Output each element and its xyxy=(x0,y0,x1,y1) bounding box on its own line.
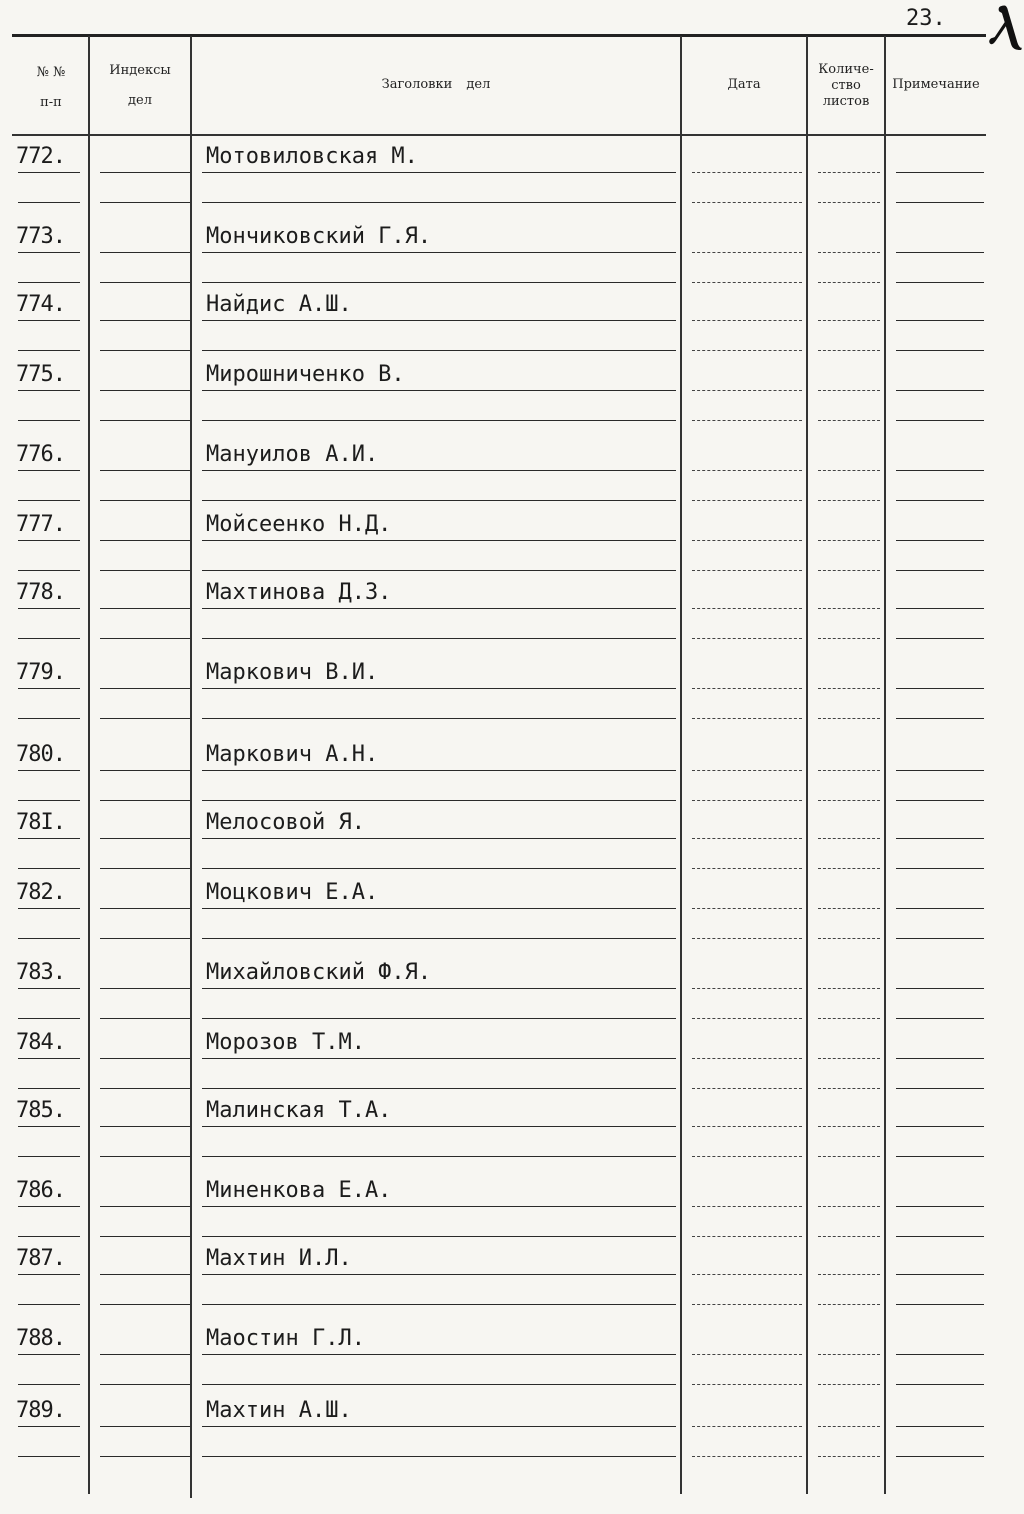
ruled-line xyxy=(202,320,676,321)
ruled-line xyxy=(896,988,984,989)
header-title: Заголовки дел xyxy=(381,77,491,92)
ruled-line xyxy=(18,1384,80,1385)
ruled-line xyxy=(18,718,80,719)
ruled-line xyxy=(18,688,80,689)
ruled-line xyxy=(818,470,880,471)
row-title: Малинская Т.А. xyxy=(206,1098,392,1123)
ruled-line xyxy=(692,770,802,771)
row-title: Михайловский Ф.Я. xyxy=(206,960,432,985)
ruled-line xyxy=(896,540,984,541)
ruled-line xyxy=(692,282,802,283)
ruled-line xyxy=(18,390,80,391)
ruled-line xyxy=(896,868,984,869)
ruled-line xyxy=(100,1236,190,1237)
ruled-line xyxy=(896,1126,984,1127)
ruled-line xyxy=(100,282,190,283)
ruled-line xyxy=(100,1058,190,1059)
ruled-line xyxy=(692,570,802,571)
row-title: Мелосовой Я. xyxy=(206,810,365,835)
ruled-line xyxy=(692,938,802,939)
ruled-line xyxy=(18,1456,80,1457)
ruled-line xyxy=(692,172,802,173)
ruled-line xyxy=(18,282,80,283)
ruled-line xyxy=(692,540,802,541)
row-number: 786. xyxy=(16,1178,65,1203)
ruled-line xyxy=(100,1354,190,1355)
ruled-line xyxy=(692,1236,802,1237)
ruled-line xyxy=(818,908,880,909)
ruled-line xyxy=(100,320,190,321)
row-number: 780. xyxy=(16,742,65,767)
ruled-line xyxy=(100,1088,190,1089)
ruled-line xyxy=(202,540,676,541)
ruled-line xyxy=(818,608,880,609)
ruled-line xyxy=(692,1088,802,1089)
ruled-line xyxy=(692,638,802,639)
table-row xyxy=(12,224,986,284)
ruled-line xyxy=(818,320,880,321)
ruled-line xyxy=(18,800,80,801)
ruled-line xyxy=(202,1058,676,1059)
table-row xyxy=(12,144,986,204)
handwritten-mark: Ⲗ xyxy=(988,0,1015,54)
ruled-line xyxy=(100,608,190,609)
ruled-line xyxy=(100,350,190,351)
ruled-line xyxy=(896,908,984,909)
header-bottom-rule xyxy=(12,134,986,136)
table-row xyxy=(12,580,986,640)
table-row xyxy=(12,1246,986,1306)
table-row xyxy=(12,442,986,502)
ruled-line xyxy=(692,1018,802,1019)
ruled-line xyxy=(818,252,880,253)
ruled-line xyxy=(818,800,880,801)
ruled-line xyxy=(896,1088,984,1089)
ruled-line xyxy=(100,172,190,173)
ruled-line xyxy=(202,1384,676,1385)
header-number: № № п-п xyxy=(36,65,66,110)
ruled-line xyxy=(100,838,190,839)
ruled-line xyxy=(18,1058,80,1059)
table-row xyxy=(12,1098,986,1158)
ruled-line xyxy=(818,350,880,351)
ruled-line xyxy=(692,988,802,989)
ruled-line xyxy=(202,638,676,639)
ruled-line xyxy=(100,988,190,989)
ruled-line xyxy=(692,350,802,351)
ruled-line xyxy=(896,1274,984,1275)
ruled-line xyxy=(692,908,802,909)
ruled-line xyxy=(18,252,80,253)
ruled-line xyxy=(692,718,802,719)
ruled-line xyxy=(100,908,190,909)
header-note: Примечание xyxy=(892,77,980,92)
ruled-line xyxy=(692,470,802,471)
ruled-line xyxy=(202,1126,676,1127)
ruled-line xyxy=(202,1206,676,1207)
row-title: Мончиковский Г.Я. xyxy=(206,224,432,249)
ruled-line xyxy=(18,1206,80,1207)
table-row xyxy=(12,292,986,352)
ruled-line xyxy=(202,1236,676,1237)
ruled-line xyxy=(692,1304,802,1305)
ruled-line xyxy=(896,1018,984,1019)
ruled-line xyxy=(202,800,676,801)
ruled-line xyxy=(818,868,880,869)
row-number: 772. xyxy=(16,144,65,169)
ruled-line xyxy=(18,1304,80,1305)
ruled-line xyxy=(100,1426,190,1427)
ruled-line xyxy=(896,420,984,421)
ruled-line xyxy=(692,1058,802,1059)
row-number: 775. xyxy=(16,362,65,387)
ruled-line xyxy=(202,718,676,719)
ruled-line xyxy=(896,638,984,639)
row-title: Махтинова Д.З. xyxy=(206,580,392,605)
ruled-line xyxy=(692,420,802,421)
table-row xyxy=(12,1398,986,1458)
ruled-line xyxy=(818,570,880,571)
ruled-line xyxy=(202,1018,676,1019)
row-title: Найдис А.Ш. xyxy=(206,292,352,317)
ruled-line xyxy=(100,1456,190,1457)
table-row xyxy=(12,810,986,870)
ruled-line xyxy=(818,838,880,839)
ruled-line xyxy=(896,500,984,501)
ruled-line xyxy=(818,1088,880,1089)
ruled-line xyxy=(818,1126,880,1127)
ruled-line xyxy=(896,838,984,839)
ruled-line xyxy=(896,688,984,689)
ruled-line xyxy=(18,1426,80,1427)
ruled-line xyxy=(896,800,984,801)
ruled-line xyxy=(100,770,190,771)
ruled-line xyxy=(896,718,984,719)
table-row xyxy=(12,1178,986,1238)
ruled-line xyxy=(18,1354,80,1355)
header-sheets: Количе- ство листов xyxy=(818,62,874,109)
ruled-line xyxy=(100,1384,190,1385)
ruled-line xyxy=(692,868,802,869)
row-number: 784. xyxy=(16,1030,65,1055)
ruled-line xyxy=(18,500,80,501)
ruled-line xyxy=(100,1018,190,1019)
ruled-line xyxy=(18,988,80,989)
ruled-line xyxy=(896,470,984,471)
ruled-line xyxy=(18,638,80,639)
inventory-table xyxy=(12,34,986,1504)
ruled-line xyxy=(896,1206,984,1207)
row-number: 787. xyxy=(16,1246,65,1271)
row-number: 78I. xyxy=(16,810,65,835)
ruled-line xyxy=(818,1426,880,1427)
ruled-line xyxy=(818,718,880,719)
ruled-line xyxy=(202,282,676,283)
ruled-line xyxy=(100,470,190,471)
ruled-line xyxy=(18,420,80,421)
ruled-line xyxy=(692,608,802,609)
ruled-line xyxy=(818,1304,880,1305)
ruled-line xyxy=(202,172,676,173)
ruled-line xyxy=(18,1126,80,1127)
ruled-line xyxy=(818,282,880,283)
ruled-line xyxy=(896,570,984,571)
ruled-line xyxy=(202,1274,676,1275)
table-row xyxy=(12,1326,986,1386)
row-number: 777. xyxy=(16,512,65,537)
row-number: 779. xyxy=(16,660,65,685)
ruled-line xyxy=(100,1274,190,1275)
ruled-line xyxy=(818,172,880,173)
ruled-line xyxy=(818,1206,880,1207)
ruled-line xyxy=(818,500,880,501)
ruled-line xyxy=(202,688,676,689)
ruled-line xyxy=(18,172,80,173)
ruled-line xyxy=(202,1354,676,1355)
ruled-line xyxy=(818,202,880,203)
table-top-rule xyxy=(12,34,986,37)
ruled-line xyxy=(18,608,80,609)
row-number: 783. xyxy=(16,960,65,985)
row-title: Моцкович Е.А. xyxy=(206,880,379,905)
ruled-line xyxy=(896,770,984,771)
row-number: 782. xyxy=(16,880,65,905)
ruled-line xyxy=(100,638,190,639)
table-row xyxy=(12,1030,986,1090)
ruled-line xyxy=(202,988,676,989)
ruled-line xyxy=(818,688,880,689)
row-title: Маркович А.Н. xyxy=(206,742,379,767)
ruled-line xyxy=(818,1156,880,1157)
table-row xyxy=(12,960,986,1020)
table-row xyxy=(12,512,986,572)
ruled-line xyxy=(202,1088,676,1089)
ruled-line xyxy=(202,938,676,939)
ruled-line xyxy=(896,1236,984,1237)
table-row xyxy=(12,742,986,802)
ruled-line xyxy=(18,470,80,471)
row-number: 774. xyxy=(16,292,65,317)
ruled-line xyxy=(692,688,802,689)
ruled-line xyxy=(692,1206,802,1207)
row-title: Мотовиловская М. xyxy=(206,144,418,169)
ruled-line xyxy=(692,1126,802,1127)
ruled-line xyxy=(100,800,190,801)
ruled-line xyxy=(818,1384,880,1385)
ruled-line xyxy=(18,540,80,541)
ruled-line xyxy=(202,420,676,421)
ruled-line xyxy=(896,202,984,203)
ruled-line xyxy=(100,688,190,689)
ruled-line xyxy=(692,1426,802,1427)
ruled-line xyxy=(18,320,80,321)
ruled-line xyxy=(202,908,676,909)
row-title: Маркович В.И. xyxy=(206,660,379,685)
ruled-line xyxy=(818,1018,880,1019)
ruled-line xyxy=(896,1058,984,1059)
ruled-line xyxy=(202,1156,676,1157)
ruled-line xyxy=(818,938,880,939)
table-row xyxy=(12,362,986,422)
ruled-line xyxy=(692,390,802,391)
ruled-line xyxy=(18,570,80,571)
ruled-line xyxy=(692,202,802,203)
row-title: Миненкова Е.А. xyxy=(206,1178,392,1203)
ruled-line xyxy=(100,1156,190,1157)
ruled-line xyxy=(202,350,676,351)
ruled-line xyxy=(896,1426,984,1427)
ruled-line xyxy=(100,252,190,253)
row-title: Мирошниченко В. xyxy=(206,362,405,387)
ruled-line xyxy=(100,202,190,203)
ruled-line xyxy=(818,390,880,391)
header-date: Дата xyxy=(727,77,761,92)
ruled-line xyxy=(18,350,80,351)
ruled-line xyxy=(18,770,80,771)
ruled-line xyxy=(100,420,190,421)
ruled-line xyxy=(202,608,676,609)
ruled-line xyxy=(100,500,190,501)
ruled-line xyxy=(692,1354,802,1355)
ruled-line xyxy=(896,1354,984,1355)
ruled-line xyxy=(18,838,80,839)
ruled-line xyxy=(896,1304,984,1305)
row-title: Мануилов А.И. xyxy=(206,442,379,467)
row-number: 785. xyxy=(16,1098,65,1123)
ruled-line xyxy=(202,838,676,839)
ruled-line xyxy=(202,202,676,203)
row-title: Махтин А.Ш. xyxy=(206,1398,352,1423)
page-number: 23. xyxy=(906,6,946,31)
row-number: 773. xyxy=(16,224,65,249)
ruled-line xyxy=(818,420,880,421)
header-index: Индексы дел xyxy=(109,63,171,108)
ruled-line xyxy=(100,390,190,391)
ruled-line xyxy=(202,770,676,771)
ruled-line xyxy=(818,988,880,989)
ruled-line xyxy=(896,282,984,283)
ruled-line xyxy=(202,1426,676,1427)
ruled-line xyxy=(896,938,984,939)
ruled-line xyxy=(818,1456,880,1457)
ruled-line xyxy=(896,320,984,321)
ruled-line xyxy=(818,1274,880,1275)
row-title: Мойсеенко Н.Д. xyxy=(206,512,392,537)
ruled-line xyxy=(100,868,190,869)
ruled-line xyxy=(896,172,984,173)
ruled-line xyxy=(18,868,80,869)
ruled-line xyxy=(692,1456,802,1457)
table-row xyxy=(12,660,986,720)
row-title: Маостин Г.Л. xyxy=(206,1326,365,1351)
ruled-line xyxy=(100,1304,190,1305)
ruled-line xyxy=(202,252,676,253)
row-number: 776. xyxy=(16,442,65,467)
ruled-line xyxy=(818,1236,880,1237)
ruled-line xyxy=(896,350,984,351)
ruled-line xyxy=(18,908,80,909)
ruled-line xyxy=(896,1156,984,1157)
ruled-line xyxy=(100,570,190,571)
ruled-line xyxy=(692,1384,802,1385)
ruled-line xyxy=(896,1384,984,1385)
ruled-line xyxy=(202,570,676,571)
ruled-line xyxy=(100,718,190,719)
ruled-line xyxy=(202,470,676,471)
ruled-line xyxy=(18,1018,80,1019)
ruled-line xyxy=(896,390,984,391)
ruled-line xyxy=(692,1156,802,1157)
row-number: 778. xyxy=(16,580,65,605)
ruled-line xyxy=(100,540,190,541)
ruled-line xyxy=(692,1274,802,1275)
ruled-line xyxy=(100,1126,190,1127)
ruled-line xyxy=(818,770,880,771)
table-row xyxy=(12,880,986,940)
ruled-line xyxy=(18,1088,80,1089)
ruled-line xyxy=(18,1236,80,1237)
ruled-line xyxy=(100,938,190,939)
ruled-line xyxy=(18,938,80,939)
ruled-line xyxy=(202,390,676,391)
ruled-line xyxy=(692,838,802,839)
row-title: Махтин И.Л. xyxy=(206,1246,352,1271)
ruled-line xyxy=(202,1456,676,1457)
ruled-line xyxy=(818,638,880,639)
ruled-line xyxy=(896,608,984,609)
ruled-line xyxy=(896,252,984,253)
ruled-line xyxy=(818,540,880,541)
ruled-line xyxy=(692,252,802,253)
row-number: 788. xyxy=(16,1326,65,1351)
ruled-line xyxy=(18,202,80,203)
ruled-line xyxy=(896,1456,984,1457)
ruled-line xyxy=(202,868,676,869)
row-title: Морозов Т.М. xyxy=(206,1030,365,1055)
ruled-line xyxy=(100,1206,190,1207)
ruled-line xyxy=(692,320,802,321)
ruled-line xyxy=(18,1274,80,1275)
ruled-line xyxy=(18,1156,80,1157)
ruled-line xyxy=(818,1354,880,1355)
ruled-line xyxy=(202,1304,676,1305)
ruled-line xyxy=(692,500,802,501)
ruled-line xyxy=(202,500,676,501)
row-number: 789. xyxy=(16,1398,65,1423)
ruled-line xyxy=(818,1058,880,1059)
ruled-line xyxy=(692,800,802,801)
